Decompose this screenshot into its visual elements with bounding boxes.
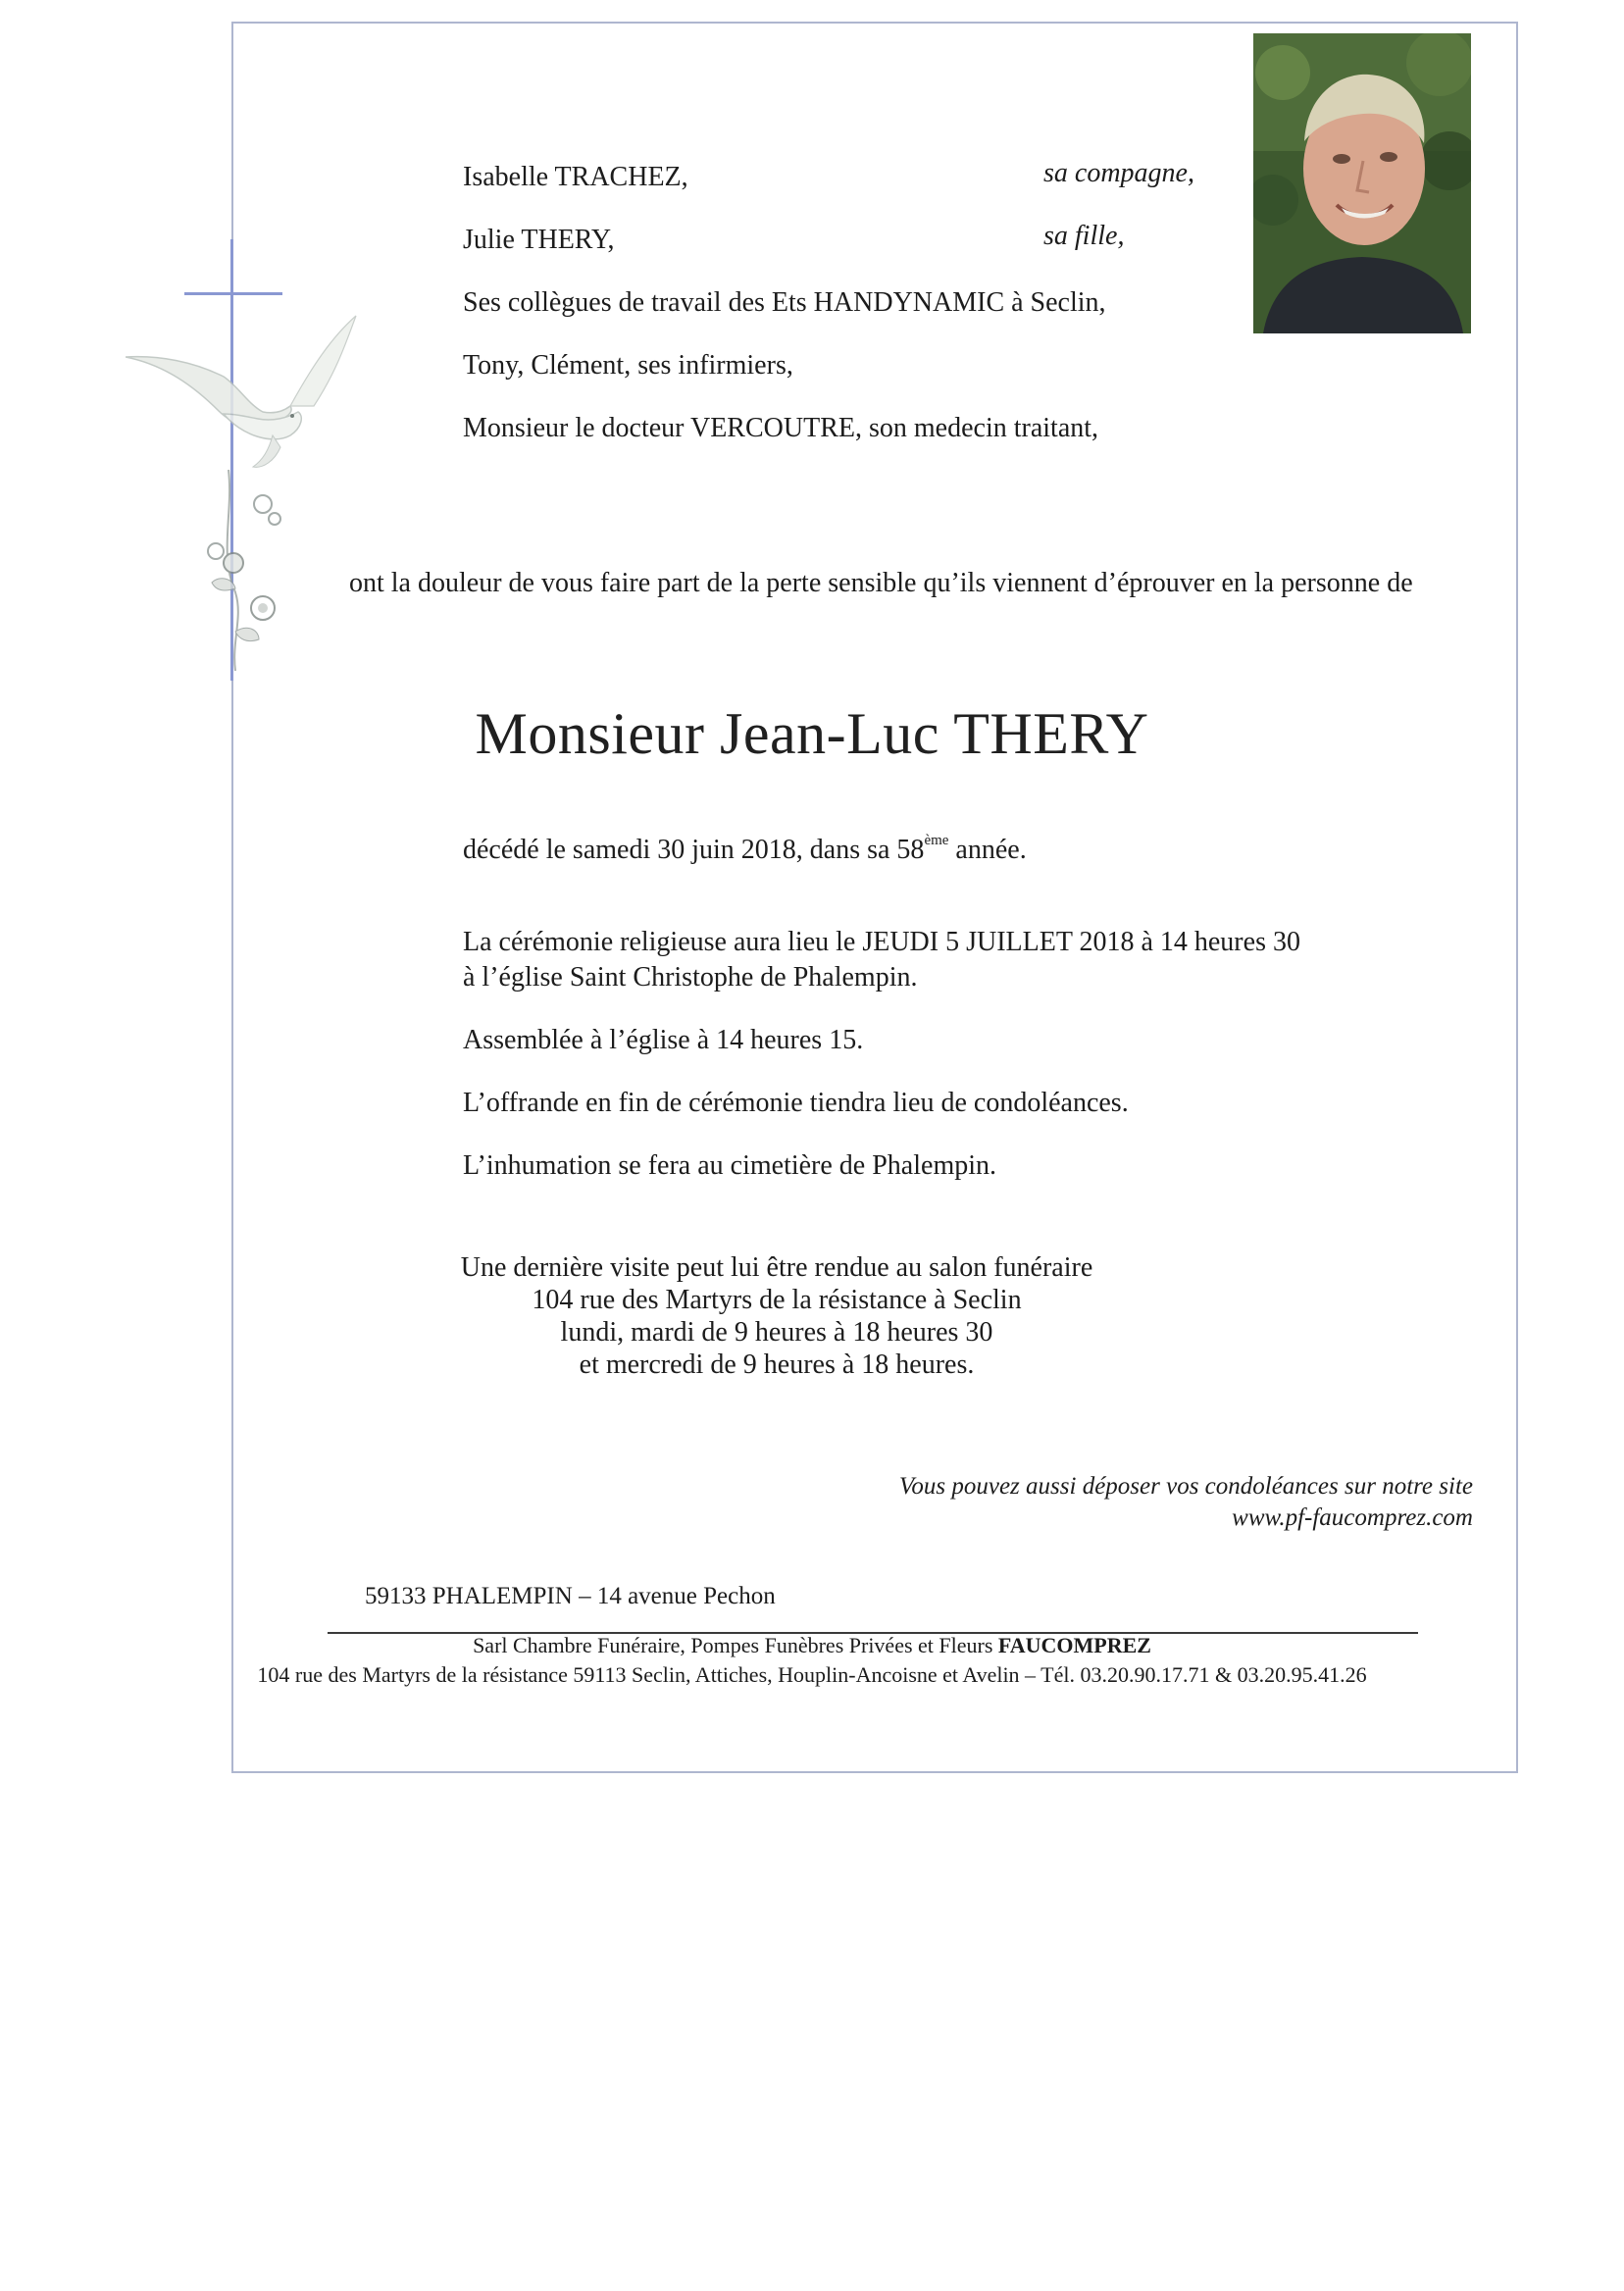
nurses-line: Tony, Clément, ses infirmiers, [463, 350, 793, 381]
flowers-icon [208, 470, 280, 671]
death-text-end: année. [948, 835, 1027, 865]
deceased-photo [1253, 33, 1471, 333]
family-name-2: Julie THERY, [463, 225, 615, 255]
visit-line-3: lundi, mardi de 9 heures à 18 heures 30 [560, 1317, 993, 1348]
doctor-line: Monsieur le docteur VERCOUTRE, son medecin traitant, [463, 413, 1099, 443]
death-text: décédé le samedi 30 juin 2018, dans sa 58 [463, 835, 925, 865]
cross-dove-ornament [126, 239, 361, 681]
ceremony-line-1: La cérémonie religieuse aura lieu le JEUDI 5 JUILLET 2018 à 14 heures 30 [463, 927, 1300, 957]
footer-contact: 104 rue des Martyrs de la résistance 59113 Seclin, Attiches, Houplin-Ancoisne et Avelin – Tél. 03.20.90.17.71 & 03.20.95.41.26 [257, 1662, 1367, 1687]
visit-line-4: et mercredi de 9 heures à 18 heures. [579, 1349, 975, 1380]
address-line: 59133 PHALEMPIN – 14 avenue Pechon [365, 1583, 776, 1609]
footer-brand: FAUCOMPREZ [997, 1633, 1151, 1657]
family-name-1: Isabelle TRACHEZ, [463, 162, 688, 192]
colleagues-line: Ses collègues de travail des Ets HANDYNAMIC à Seclin, [463, 287, 1106, 318]
footer-company-text: Sarl Chambre Funéraire, Pompes Funèbres Privées et Fleurs [473, 1633, 998, 1657]
dove-icon [126, 316, 356, 467]
offering-line: L’offrande en fin de cérémonie tiendra lieu de condoléances. [463, 1088, 1129, 1118]
ceremony-line-2: à l’église Saint Christophe de Phalempin. [463, 962, 918, 993]
family-relation-2: sa fille, [1043, 221, 1125, 251]
announcement-text: ont la douleur de vous faire part de la perte sensible qu’ils viennent d’éprouver en la personne de [349, 568, 1413, 598]
visit-line-2: 104 rue des Martyrs de la résistance à Seclin [532, 1285, 1022, 1315]
death-info [463, 834, 1027, 867]
condolences-text: Vous pouvez aussi déposer vos condoléances sur notre site [898, 1473, 1473, 1500]
burial-line: L’inhumation se fera au cimetière de Phalempin. [463, 1150, 997, 1181]
visit-line-1: Une dernière visite peut lui être rendue au salon funéraire [460, 1252, 1093, 1283]
family-relation-1: sa compagne, [1043, 158, 1194, 188]
assembly-line: Assemblée à l’église à 14 heures 15. [463, 1025, 864, 1055]
condolences-website-link[interactable]: www.pf-faucomprez.com [1232, 1504, 1473, 1531]
death-superscript: ème [924, 832, 949, 848]
footer-company [0, 1632, 1624, 1659]
deceased-name: Monsieur Jean-Luc THERY [475, 701, 1149, 766]
